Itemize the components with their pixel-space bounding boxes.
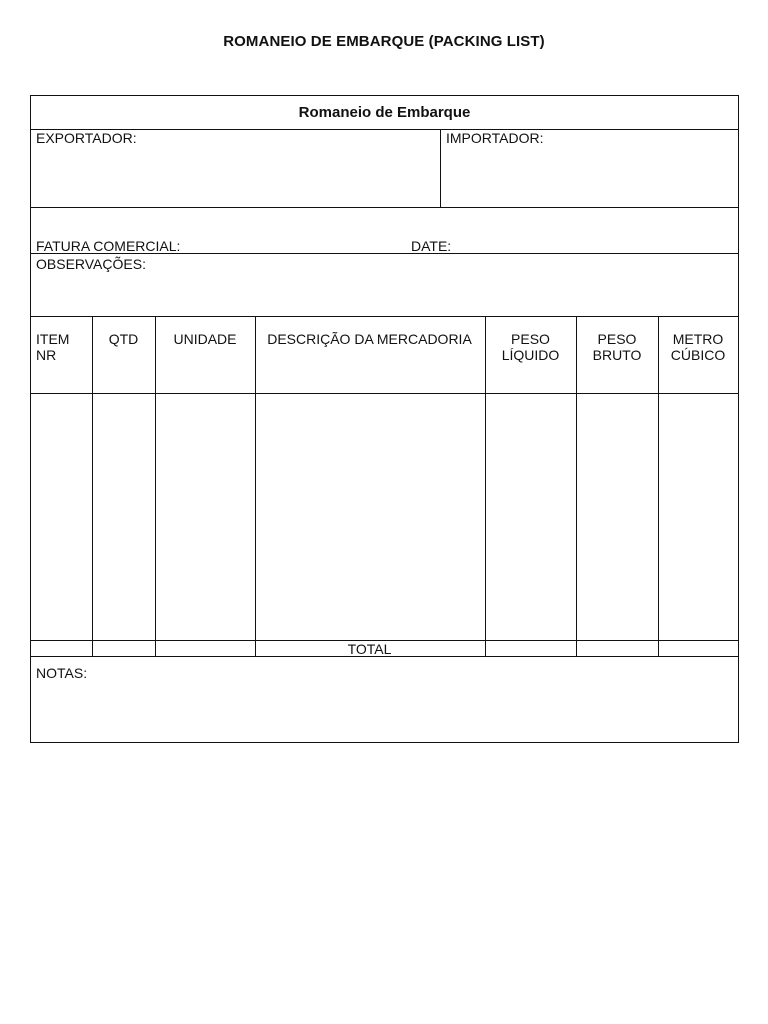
items-table [31, 317, 738, 657]
column-header-peso-liquido: PESO LÍQUIDO [501, 331, 560, 363]
divider [440, 130, 441, 207]
total-label: TOTAL [347, 641, 392, 657]
column-divider [658, 317, 659, 657]
exportador-label: EXPORTADOR: [36, 130, 137, 146]
document-title: ROMANEIO DE EMBARQUE (PACKING LIST) [223, 33, 545, 50]
column-header-unidade: UNIDADE [173, 331, 237, 347]
column-divider [576, 317, 577, 657]
fatura-comercial-label: FATURA COMERCIAL: [36, 238, 181, 254]
divider [31, 656, 738, 657]
column-header-metro-cubico: METRO CÚBICO [670, 331, 726, 363]
column-header-descricao: DESCRIÇÃO DA MERCADORIA [267, 331, 472, 347]
column-header-peso-bruto: PESO BRUTO [592, 331, 642, 363]
notas-label: NOTAS: [36, 665, 88, 681]
column-header-item-nr: ITEM NR [36, 331, 70, 363]
packing-list-form [30, 95, 739, 743]
importador-label: IMPORTADOR: [446, 130, 544, 146]
form-title: Romaneio de Embarque [298, 104, 471, 121]
date-label: DATE: [411, 238, 452, 254]
column-header-qtd: QTD [108, 331, 139, 347]
divider [31, 207, 738, 208]
column-divider [485, 317, 486, 657]
divider [31, 129, 738, 130]
column-divider [155, 317, 156, 657]
header-row-divider [31, 393, 738, 394]
observacoes-label: OBSERVAÇÕES: [36, 256, 146, 272]
column-divider [92, 317, 93, 657]
divider [31, 253, 738, 254]
column-divider [255, 317, 256, 657]
